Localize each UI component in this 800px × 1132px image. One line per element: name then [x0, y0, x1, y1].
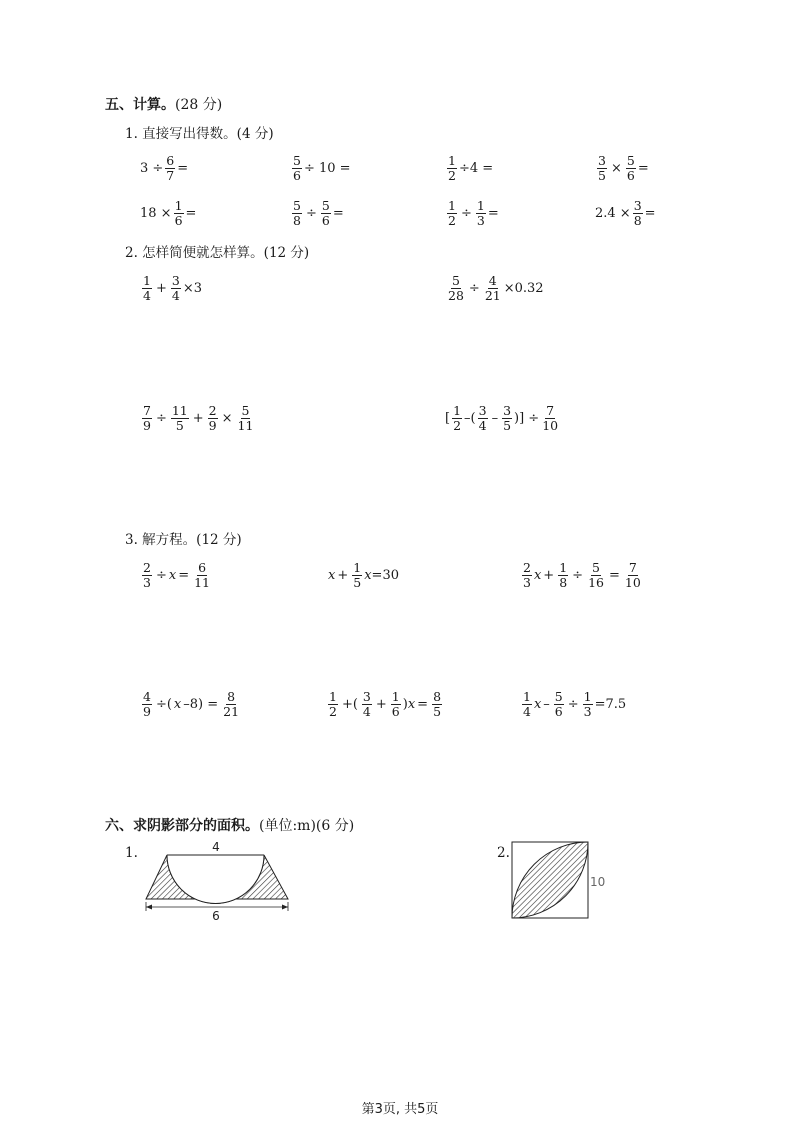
numerator: 8: [227, 689, 236, 705]
fraction: [292, 154, 302, 181]
expr-text: ÷: [567, 696, 579, 712]
numerator: 3: [598, 153, 606, 169]
section-6-heading: [105, 815, 354, 835]
fraction: [541, 404, 559, 431]
numerator: 1: [523, 689, 531, 705]
numerator: 5: [241, 403, 250, 419]
expr-text: )] ÷: [514, 410, 540, 426]
denominator: 5: [433, 703, 442, 719]
numerator: 3: [362, 689, 371, 705]
expr-text: 3 ÷: [140, 160, 164, 176]
denominator: 3: [583, 703, 592, 719]
denominator: 3: [143, 574, 151, 590]
numerator: 3: [503, 403, 512, 419]
calc-item-4: [595, 148, 649, 188]
numerator: 1: [353, 560, 362, 576]
fraction: [554, 690, 564, 717]
numerator: 1: [559, 560, 568, 576]
denominator: 4: [478, 417, 487, 433]
fraction: [626, 154, 636, 181]
numerator: 6: [166, 153, 175, 169]
denominator: 8: [559, 574, 568, 590]
simplify-item-3: [140, 398, 256, 438]
denominator: 5: [598, 167, 606, 183]
expr-text: =: [644, 205, 656, 221]
expr-text: =: [178, 567, 190, 583]
expr-text: –8) =: [183, 696, 219, 712]
variable-x: x: [533, 567, 542, 583]
numerator: 2: [208, 403, 217, 419]
equation-item-1: [140, 555, 213, 595]
fraction: [208, 404, 218, 431]
calc-item-1: [140, 148, 188, 188]
numerator: 1: [391, 689, 400, 705]
numerator: 4: [488, 273, 497, 289]
numerator: 4: [143, 689, 151, 705]
expr-text: =7.5: [594, 696, 627, 712]
fraction: [447, 274, 465, 301]
variable-x: x: [168, 567, 177, 583]
fraction: [391, 690, 401, 717]
variable-x: x: [328, 567, 336, 583]
fraction: [362, 690, 372, 717]
section-5-title: 五、计算。: [105, 97, 175, 113]
numerator: 2: [523, 560, 531, 576]
fraction: [522, 561, 532, 588]
expr-text: =: [417, 696, 429, 712]
denominator: 4: [171, 287, 180, 303]
expr-text: =: [487, 205, 499, 221]
denominator: 28: [448, 287, 464, 303]
numerator: 1: [448, 198, 456, 214]
denominator: 6: [391, 703, 400, 719]
expr-text: ÷: [155, 410, 167, 426]
denominator: 2: [448, 167, 456, 183]
equation-item-4: [140, 684, 242, 724]
numerator: 6: [198, 560, 207, 576]
fraction: [292, 199, 302, 226]
denominator: 11: [237, 417, 254, 433]
denominator: 5: [175, 417, 184, 433]
fraction: [624, 561, 642, 588]
expr-text: ÷ 10 =: [303, 160, 351, 176]
denominator: 10: [542, 417, 559, 433]
top-length-label: 4: [212, 840, 220, 854]
expr-text: ×: [221, 410, 233, 426]
denominator: 2: [453, 417, 462, 433]
expr-text: =: [637, 160, 649, 176]
section-5-points: (28 分): [175, 97, 223, 113]
numerator: 1: [143, 273, 151, 289]
expr-text: –: [543, 696, 550, 712]
numerator: 2: [143, 560, 151, 576]
expr-text: ÷: [468, 280, 480, 296]
part-2-label: 2. 怎样简便就怎样算。(12 分): [125, 245, 310, 261]
numerator: 7: [546, 403, 555, 419]
denominator: 6: [626, 167, 635, 183]
fraction: [142, 404, 152, 431]
numerator: 5: [451, 273, 460, 289]
fraction: [583, 690, 593, 717]
fraction: [142, 561, 152, 588]
expr-text: ÷: [305, 205, 317, 221]
arrow-left-icon: [146, 905, 152, 910]
fraction: [328, 690, 338, 717]
denominator: 11: [194, 574, 211, 590]
figure-1-trapezoid: [138, 838, 298, 922]
fraction: [447, 154, 457, 181]
expr-text: =: [332, 205, 344, 221]
expr-text: =: [177, 160, 189, 176]
expr-text: ÷: [460, 205, 472, 221]
fraction: [142, 690, 152, 717]
denominator: 4: [143, 287, 151, 303]
fraction: [432, 690, 442, 717]
fraction: [352, 561, 362, 588]
expr-text: +: [337, 567, 349, 583]
variable-x: x: [364, 567, 372, 583]
numerator: 5: [293, 198, 301, 214]
fraction: [502, 404, 512, 431]
denominator: 4: [523, 703, 531, 719]
fraction: [478, 404, 488, 431]
expr-text: +: [155, 280, 167, 296]
numerator: 1: [329, 689, 337, 705]
numerator: 5: [321, 198, 330, 214]
variable-x: x: [533, 696, 542, 712]
calc-item-7: [445, 193, 499, 233]
denominator: 8: [293, 212, 301, 228]
equation-item-2: [328, 555, 399, 595]
simplify-item-2: [445, 268, 544, 308]
fraction: [484, 274, 502, 301]
variable-x: x: [407, 696, 416, 712]
denominator: 21: [223, 703, 240, 719]
fraction: [587, 561, 605, 588]
fraction: [522, 690, 532, 717]
denominator: 2: [448, 212, 456, 228]
expr-text: ×0.32: [503, 280, 544, 296]
denominator: 7: [166, 167, 175, 183]
calc-item-8: [595, 193, 656, 233]
denominator: 10: [624, 574, 641, 590]
calc-item-6: [290, 193, 344, 233]
numerator: 1: [448, 153, 456, 169]
expr-text: –: [491, 410, 499, 426]
bottom-length-label: 6: [212, 909, 220, 922]
equation-item-5: [326, 684, 444, 724]
calc-item-3: [445, 148, 493, 188]
numerator: 5: [592, 560, 600, 576]
fraction: [193, 561, 211, 588]
fraction: [142, 274, 152, 301]
denominator: 9: [143, 703, 151, 719]
section-5-heading: [105, 94, 222, 114]
fraction: [633, 199, 643, 226]
calc-item-2: [290, 148, 351, 188]
calc-item-5: [140, 193, 196, 233]
numerator: 3: [478, 403, 487, 419]
expr-text: ÷4 =: [458, 160, 494, 176]
numerator: 5: [554, 689, 563, 705]
expr-text: ÷: [155, 567, 167, 583]
denominator: 6: [174, 212, 183, 228]
figure-2-square: [508, 838, 608, 922]
numerator: 1: [174, 198, 183, 214]
expr-text: 2.4 ×: [595, 205, 631, 221]
fraction: [452, 404, 462, 431]
numerator: 5: [293, 153, 301, 169]
fraction: [171, 274, 181, 301]
numerator: 5: [626, 153, 635, 169]
denominator: 3: [476, 212, 485, 228]
expr-text: ×: [610, 160, 622, 176]
side-length-label: 10: [590, 875, 606, 889]
numerator: 7: [628, 560, 637, 576]
arrow-right-icon: [282, 905, 288, 910]
figure-2-label: 2.: [497, 845, 510, 861]
numerator: 7: [143, 403, 151, 419]
denominator: 8: [633, 212, 642, 228]
variable-x: x: [173, 696, 182, 712]
fraction: [597, 154, 607, 181]
denominator: 3: [523, 574, 531, 590]
expr-text: +: [192, 410, 204, 426]
section-6-title: 六、求阴影部分的面积。: [105, 818, 259, 834]
expr-text: +(: [341, 696, 358, 712]
expr-text: [: [445, 410, 451, 426]
numerator: 3: [171, 273, 180, 289]
numerator: 3: [633, 198, 642, 214]
denominator: 9: [143, 417, 151, 433]
equation-item-6: [520, 684, 626, 724]
denominator: 9: [208, 417, 217, 433]
fraction: [165, 154, 175, 181]
simplify-item-1: [140, 268, 202, 308]
denominator: 4: [362, 703, 371, 719]
fraction: [476, 199, 486, 226]
expr-text: +: [543, 567, 555, 583]
expr-text: –(: [464, 410, 476, 426]
fraction: [447, 199, 457, 226]
expr-text: 18 ×: [140, 205, 172, 221]
fraction: [237, 404, 255, 431]
section-6-points: (单位:m)(6 分): [259, 818, 355, 834]
expr-text: +: [375, 696, 387, 712]
fraction: [222, 690, 240, 717]
equation-item-3: [520, 555, 644, 595]
denominator: 6: [554, 703, 563, 719]
expr-text: =: [185, 205, 197, 221]
page-number: 第3页, 共5页: [361, 1102, 439, 1117]
part-1-label: 1. 直接写出得数。(4 分): [125, 126, 274, 142]
numerator: 1: [453, 403, 462, 419]
fraction: [558, 561, 568, 588]
fraction: [321, 199, 331, 226]
part-3-label: 3. 解方程。(12 分): [125, 532, 242, 548]
denominator: 2: [329, 703, 337, 719]
figure-1-label: 1.: [125, 845, 138, 861]
numerator: 1: [583, 689, 592, 705]
expr-text: ÷: [572, 567, 584, 583]
expr-text: ×3: [182, 280, 202, 296]
denominator: 5: [353, 574, 362, 590]
denominator: 6: [321, 212, 330, 228]
denominator: 16: [588, 574, 604, 590]
expr-text: =30: [371, 567, 399, 583]
numerator: 1: [476, 198, 485, 214]
expr-text: ÷(: [155, 696, 172, 712]
expr-text: =: [608, 567, 620, 583]
denominator: 6: [293, 167, 301, 183]
simplify-item-4: [445, 398, 561, 438]
fraction: [174, 199, 184, 226]
expr-text: ): [402, 696, 408, 712]
numerator: 11: [171, 403, 188, 419]
denominator: 21: [484, 287, 501, 303]
numerator: 8: [433, 689, 442, 705]
denominator: 5: [503, 417, 512, 433]
fraction: [171, 404, 189, 431]
